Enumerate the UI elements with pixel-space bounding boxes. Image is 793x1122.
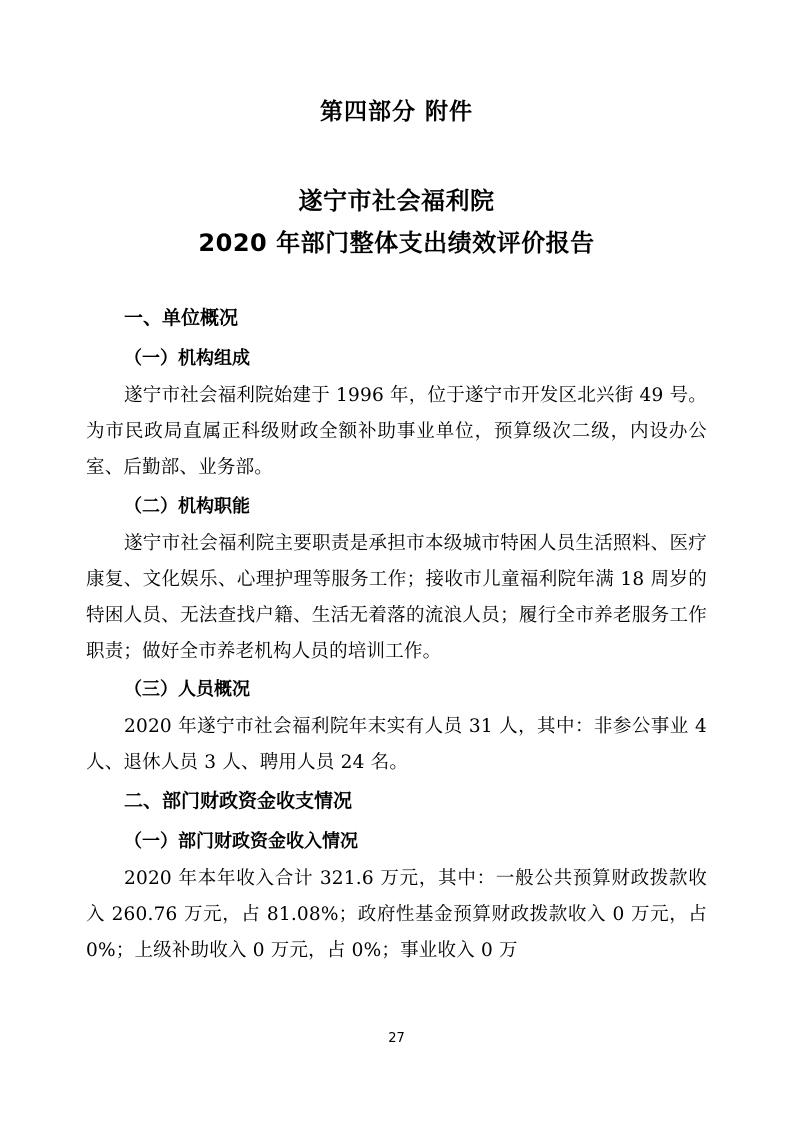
subsection-heading-1-2: （二）机构职能 [124,495,250,517]
document-title-line-2: 2020 年部门整体支出绩效评价报告 [198,229,595,258]
paragraph-2-1: 2020 年本年收入合计 321.6 万元，其中：一般公共预算财政拨款收入 260.76 万元，占 81.08%；政府性基金预算财政拨款收入 0 万元，占 0%；上级补助收入 0 万元，占 0%；事业收入 0 万 [86,868,707,962]
subsection-heading-1-3: （三）人员概况 [124,678,250,700]
page-number: 27 [388,1031,405,1046]
section-heading-1: 一、单位概况 [124,307,239,330]
subsection-heading-1-1: （一）机构组成 [124,348,250,370]
paragraph-1-3: 2020 年遂宁市社会福利院年末实有人员 31 人，其中：非参公事业 4 人、退休人员 3 人、聘用人员 24 名。 [86,715,707,774]
document-title [86,180,707,264]
part-title: 第四部分 附件 [319,99,473,125]
paragraph-1-2: 遂宁市社会福利院主要职责是承担市本级城市特困人员生活照料、医疗康复、文化娱乐、心理护理等服务工作；接收市儿童福利院年满 18 周岁的特困人员、无法查找户籍、生活无着落的流浪人员；履行全市养老服务工作职责；做好全市养老机构人员的培训工作。 [86,532,707,662]
paragraph-1-1: 遂宁市社会福利院始建于 1996 年，位于遂宁市开发区北兴街 49 号。为市民政局直属正科级财政全额补助事业单位，预算级次二级，内设办公室、后勤部、业务部。 [86,385,707,479]
subsection-heading-2-1: （一）部门财政资金收入情况 [124,831,358,853]
document-title-line-1: 遂宁市社会福利院 [298,187,495,216]
section-heading-2: 二、部门财政资金收支情况 [124,790,353,813]
